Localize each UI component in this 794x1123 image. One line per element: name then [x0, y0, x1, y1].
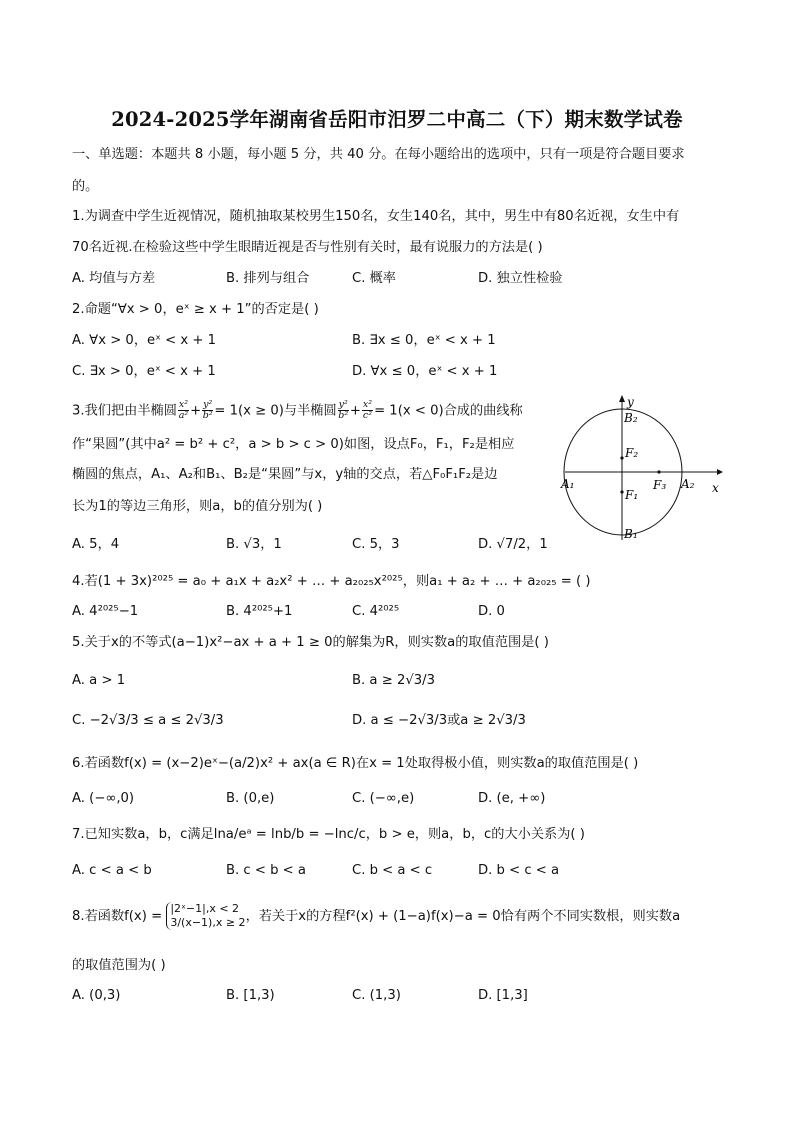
q3-line4: 长为1的等边三角形，则a，b的值分别为( ): [72, 499, 323, 514]
q7-option-c: C. b < a < c: [352, 863, 433, 878]
section-header-line2: 的。: [72, 179, 99, 194]
q4-option-c: C. 4²⁰²⁵: [352, 604, 400, 619]
q3-option-a: A. 5，4: [72, 537, 120, 552]
q3-line1-part3: = 1(x < 0)合成的曲线称: [374, 403, 523, 419]
q6-option-d: D. (e, +∞): [478, 791, 546, 806]
q5-option-d: D. a ≤ −2√3/3或a ≥ 2√3/3: [352, 713, 526, 728]
q8-piece1: |2ˣ−1|,x < 2: [170, 902, 240, 915]
figure-label-f3: F₃: [653, 478, 667, 492]
q3-line3: 椭圆的焦点，A₁、A₂和B₁、B₂是“果圆”与x，y轴的交点，若△F₀F₁F₂是边: [72, 467, 498, 482]
q8-line2: 的取值范围为( ): [72, 958, 166, 973]
page-title: 2024-2025学年湖南省岳阳市汨罗二中高二（下）期末数学试卷: [111, 108, 683, 131]
q5-option-b: B. a ≥ 2√3/3: [352, 673, 435, 688]
q3-option-b: B. √3，1: [226, 537, 282, 552]
section-header-line1: 一、单选题：本题共 8 小题，每小题 5 分，共 40 分。在每小题给出的选项中，只有一项是符合题目要求: [72, 147, 685, 162]
q2-option-a: A. ∀x > 0，eˣ < x + 1: [72, 333, 217, 348]
q7-option-a: A. c < a < b: [72, 863, 152, 878]
q1-line1: 1.为调查中学生近视情况，随机抽取某校男生150名，女生140名，其中，男生中有80名近视，女生中有: [72, 209, 680, 224]
q3-line1: 3.我们把由半椭圆 $\frac{\text{x²}}{\text{a²}}$ + $\frac{\text{y²}}{\text{b²}}$ = 1(x ≥ 0)与半椭圆 $\frac{\text{y²}}{\text{b²}}$ + $\frac{\text{x²}}{\text{c²}}$ = 1(x < 0)合成的曲线称: [72, 399, 523, 421]
q8-line1: [72, 897, 680, 937]
q4-option-b: B. 4²⁰²⁵+1: [226, 604, 293, 619]
q5-option-c: C. −2√3/3 ≤ a ≤ 2√3/3: [72, 713, 224, 728]
q7-option-b: B. c < b < a: [226, 863, 307, 878]
q3-option-d: D. √7/2，1: [478, 537, 548, 552]
q6-option-a: A. (−∞,0): [72, 791, 135, 806]
q7-stem: 7.已知实数a，b，c满足lna/eᵃ = lnb/b = −lnc/c，b > e，则a，b，c的大小关系为( ): [72, 827, 585, 842]
q5-stem: 5.关于x的不等式(a−1)x²−ax + a + 1 ≥ 0的解集为R，则实数a的取值范围是( ): [72, 635, 549, 650]
figure-label-a2: A₂: [681, 477, 695, 491]
q2-option-d: D. ∀x ≤ 0，eˣ < x + 1: [352, 364, 498, 379]
q1-line2: 70名近视.在检验这些中学生眼睛近视是否与性别有关时，最有说服力的方法是( ): [72, 240, 543, 255]
q6-option-c: C. (−∞,e): [352, 791, 415, 806]
figure-label-b1: B₁: [624, 527, 638, 541]
q8-option-b: B. [1,3): [226, 988, 275, 1003]
q1-option-a: A. 均值与方差: [72, 271, 156, 286]
figure-label-f2: F₂: [625, 446, 639, 460]
figure-label-x: x: [712, 481, 719, 495]
fruit-ellipse-figure: [555, 392, 725, 542]
q8-text-a: 8.若函数f(x) =: [72, 909, 163, 924]
figure-label-f1: F₁: [625, 488, 639, 502]
q8-text-b: ，若关于x的方程f²(x) + (1−a)f(x)−a = 0恰有两个不同实数根，则实数a: [245, 909, 681, 924]
q1-option-c: C. 概率: [352, 271, 396, 286]
q5-option-a: A. a > 1: [72, 673, 126, 688]
q2-option-b: B. ∃x ≤ 0，eˣ < x + 1: [352, 333, 496, 348]
q3-line1-part1: 3.我们把由半椭圆: [72, 403, 177, 419]
q1-option-d: D. 独立性检验: [478, 271, 563, 286]
figure-label-a1: A₁: [561, 477, 575, 491]
q4-option-d: D. 0: [478, 604, 505, 619]
q3-line2: 作“果圆”(其中a² = b² + c²，a > b > c > 0)如图，设点F₀，F₁，F₂是相应: [72, 437, 515, 452]
q8-option-d: D. [1,3]: [478, 988, 528, 1003]
q7-option-d: D. b < c < a: [478, 863, 560, 878]
q8-option-c: C. (1,3): [352, 988, 401, 1003]
q6-stem: 6.若函数f(x) = (x−2)eˣ−(a/2)x² + ax(a ∈ R)在x = 1处取得极小值，则实数a的取值范围是( ): [72, 756, 639, 771]
q8-piecewise: [166, 902, 245, 930]
q3-line1-part2: = 1(x ≥ 0)与半椭圆: [214, 403, 337, 419]
figure-label-y: y: [627, 395, 634, 409]
figure-label-b2: B₂: [624, 411, 638, 425]
q4-stem: 4.若(1 + 3x)²⁰²⁵ = a₀ + a₁x + a₂x² + … + a₂₀₂₅x²⁰²⁵，则a₁ + a₂ + … + a₂₀₂₅ = ( ): [72, 574, 591, 589]
q8-option-a: A. (0,3): [72, 988, 121, 1003]
q6-option-b: B. (0,e): [226, 791, 275, 806]
fraction-x2-a2: $\frac{\text{x²}}{\text{a²}}$: [178, 399, 189, 421]
q3-option-c: C. 5，3: [352, 537, 400, 552]
fraction-x2-c2: $\frac{\text{x²}}{\text{c²}}$: [362, 399, 373, 421]
q1-option-b: B. 排列与组合: [226, 271, 310, 286]
q8-piece2: 3/(x−1),x ≥ 2: [170, 916, 246, 929]
fraction-y2-b2: $\frac{\text{y²}}{\text{b²}}$: [202, 399, 213, 421]
q4-option-a: A. 4²⁰²⁵−1: [72, 604, 139, 619]
fraction-y2-b2-2: $\frac{\text{y²}}{\text{b²}}$: [338, 399, 349, 421]
q2-option-c: C. ∃x > 0，eˣ < x + 1: [72, 364, 216, 379]
q2-stem: 2.命题“∀x > 0，eˣ ≥ x + 1”的否定是( ): [72, 302, 319, 317]
